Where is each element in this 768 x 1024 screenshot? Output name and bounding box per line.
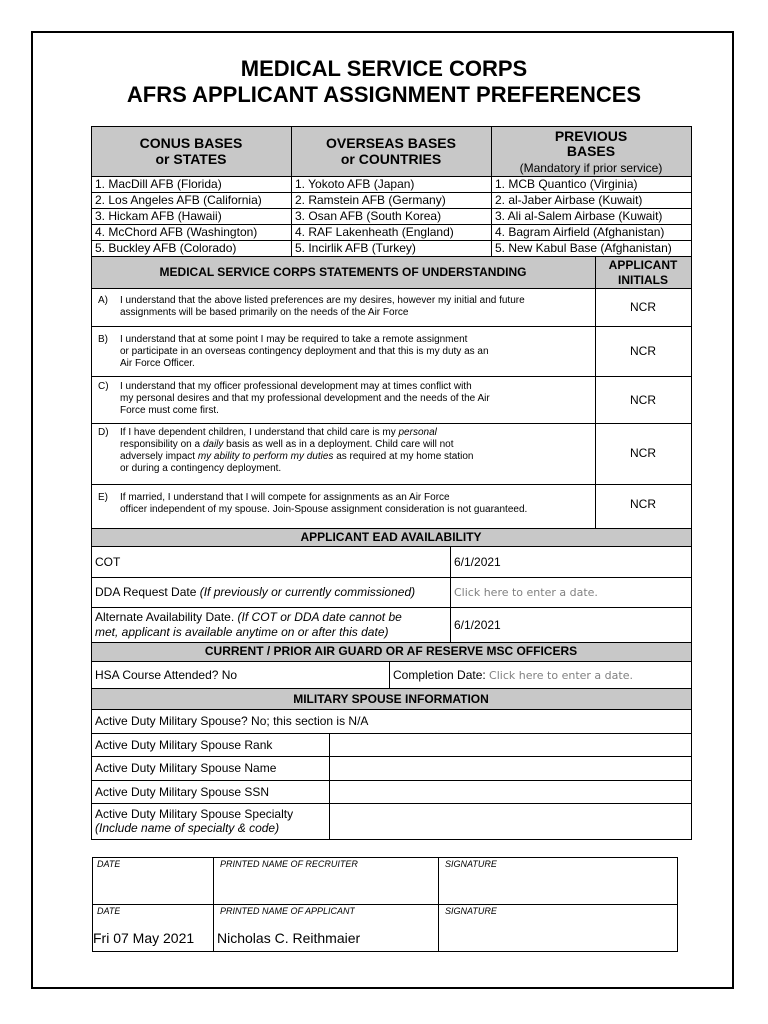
ead-header: APPLICANT EAD AVAILABILITY — [91, 529, 691, 546]
table-rule — [438, 857, 439, 952]
dda-date-field[interactable]: Click here to enter a date. — [454, 586, 598, 599]
table-rule — [91, 661, 692, 662]
statement-d-line-2-text-c: basis as well as in a deployment. Child care will not — [223, 439, 454, 450]
recruiter-date-label: DATE — [97, 859, 121, 869]
table-rule — [92, 857, 93, 952]
table-rule — [691, 126, 692, 840]
statement-b — [91, 327, 595, 376]
recruiter-signature-field[interactable] — [440, 871, 676, 903]
table-rule — [91, 642, 692, 643]
hsa-course-label: HSA Course Attended? No — [95, 668, 238, 682]
initials-header-line-2: INITIALS — [618, 273, 668, 287]
statement-d-line-3 — [120, 451, 474, 463]
statement-e-line-2: officer independent of my spouse. Join-Spouse assignment consideration is not guaranteed. — [120, 504, 528, 515]
table-rule — [91, 208, 692, 209]
statement-c — [91, 377, 595, 423]
spouse-ssn-field[interactable] — [329, 781, 691, 803]
statement-d-line-2-text-a: responsibility on a — [120, 439, 203, 450]
table-rule — [92, 951, 678, 952]
table-rule — [91, 176, 692, 177]
alt-availability-value[interactable]: 6/1/2021 — [454, 618, 501, 632]
overseas-base-3: 3. Osan AFB (South Korea) — [295, 209, 442, 223]
statement-d-line-2 — [120, 439, 454, 451]
applicant-date[interactable]: Fri 07 May 2021 — [93, 930, 195, 946]
previous-base-4: 4. Bagram Airfield (Afghanistan) — [495, 225, 665, 239]
statement-d-line-1 — [120, 427, 437, 439]
alt-label-italic-1: (If COT or DDA date cannot be — [237, 610, 402, 624]
table-rule — [91, 376, 692, 377]
table-rule — [92, 857, 678, 858]
overseas-base-2: 2. Ramstein AFB (Germany) — [295, 193, 446, 207]
statement-c-initials: NCR — [630, 393, 656, 407]
recruiter-date-field[interactable] — [93, 871, 212, 903]
spouse-header: MILITARY SPOUSE INFORMATION — [91, 689, 691, 709]
cot-value[interactable]: 6/1/2021 — [454, 555, 501, 569]
table-rule — [91, 803, 692, 804]
table-rule — [91, 780, 692, 781]
statement-d-line-4: or during a contingency deployment. — [120, 463, 282, 474]
spouse-status: Active Duty Military Spouse? No; this section is N/A — [95, 714, 369, 728]
table-rule — [91, 288, 692, 289]
spouse-ssn-label: Active Duty Military Spouse SSN — [95, 785, 270, 799]
table-rule — [91, 839, 692, 840]
statements-header: MEDICAL SERVICE CORPS STATEMENTS OF UNDERSTANDING — [91, 257, 595, 288]
overseas-base-4: 4. RAF Lakenheath (England) — [295, 225, 454, 239]
statement-b-line-1: I understand that at some point I may be required to take a remote assignment — [120, 334, 468, 345]
overseas-base-5: 5. Incirlik AFB (Turkey) — [295, 241, 416, 255]
spouse-specialty-field[interactable] — [329, 804, 691, 839]
completion-date — [389, 662, 691, 688]
dda-label — [91, 578, 450, 607]
recruiter-signature-label: SIGNATURE — [445, 859, 497, 869]
table-rule — [91, 256, 692, 257]
table-rule — [91, 224, 692, 225]
statement-e-letter: E) — [98, 492, 108, 503]
applicant-name[interactable]: Nicholas C. Reithmaier — [217, 930, 361, 946]
spouse-rank-field[interactable] — [329, 734, 691, 756]
statement-c-letter: C) — [98, 381, 109, 392]
statement-b-line-2: or participate in an overseas contingency deployment and that this is my duty as an — [120, 346, 489, 357]
conus-header-line-1: CONUS BASES — [139, 135, 243, 151]
previous-header-line-1: PREVIOUS — [554, 128, 628, 144]
spouse-specialty-label — [91, 804, 329, 839]
alt-label-text: Alternate Availability Date. — [95, 610, 238, 624]
table-rule — [91, 240, 692, 241]
table-rule — [595, 256, 596, 529]
guard-header: CURRENT / PRIOR AIR GUARD OR AF RESERVE MSC OFFICERS — [91, 643, 691, 661]
table-rule — [91, 192, 692, 193]
alt-availability-label — [91, 608, 450, 642]
statement-b-line-3: Air Force Officer. — [120, 358, 195, 369]
table-rule — [389, 661, 390, 689]
spouse-rank-label: Active Duty Military Spouse Rank — [95, 738, 273, 752]
previous-base-1: 1. MCB Quantico (Virginia) — [495, 177, 638, 191]
overseas-header-line-1: OVERSEAS BASES — [326, 135, 456, 151]
table-rule — [92, 904, 678, 905]
statement-a-letter: A) — [98, 295, 108, 306]
previous-header-line-2: BASES — [566, 143, 616, 159]
statement-a — [91, 289, 595, 326]
table-rule — [291, 126, 292, 257]
conus-base-1: 1. MacDill AFB (Florida) — [95, 177, 222, 191]
previous-base-2: 2. al-Jaber Airbase (Kuwait) — [495, 193, 643, 207]
table-rule — [91, 688, 692, 689]
table-rule — [450, 546, 451, 643]
table-rule — [91, 423, 692, 424]
completion-date-field[interactable]: Click here to enter a date. — [489, 669, 633, 682]
statement-c-line-1: I understand that my officer professional development may at times conflict with — [120, 381, 472, 392]
previous-base-5: 5. New Kabul Base (Afghanistan) — [495, 241, 672, 255]
table-rule — [91, 756, 692, 757]
conus-base-3: 3. Hickam AFB (Hawaii) — [95, 209, 222, 223]
statement-e-initials: NCR — [630, 497, 656, 511]
table-rule — [91, 484, 692, 485]
statement-e-line-1: If married, I understand that I will compete for assignments as an Air Force — [120, 492, 450, 503]
recruiter-name-label: PRINTED NAME OF RECRUITER — [220, 859, 358, 869]
spouse-name-field[interactable] — [329, 757, 691, 780]
previous-header — [491, 127, 691, 176]
table-rule — [329, 733, 330, 840]
table-rule — [91, 126, 92, 840]
title-line-1: MEDICAL SERVICE CORPS — [240, 56, 528, 81]
table-rule — [491, 126, 492, 257]
conus-base-5: 5. Buckley AFB (Colorado) — [95, 241, 237, 255]
statement-d-line-1-italic: personal — [398, 427, 437, 438]
statement-d — [91, 424, 595, 484]
statement-d-line-3-text-a: adversely impact — [120, 451, 198, 462]
statement-b-letter: B) — [98, 334, 108, 345]
overseas-header-line-2: or COUNTRIES — [340, 151, 442, 167]
applicant-signature-label: SIGNATURE — [445, 906, 497, 916]
statement-d-line-3-italic: my ability to perform my duties — [197, 451, 334, 462]
table-rule — [91, 126, 692, 127]
recruiter-name-field[interactable] — [214, 871, 438, 903]
statement-a-line-2: assignments will be based primarily on the needs of the Air Force — [120, 307, 409, 318]
applicant-date-label: DATE — [97, 906, 121, 916]
table-rule — [91, 709, 692, 710]
overseas-base-1: 1. Yokoto AFB (Japan) — [295, 177, 415, 191]
spouse-specialty-label-1: Active Duty Military Spouse Specialty — [95, 807, 294, 821]
statement-a-initials: NCR — [630, 300, 656, 314]
conus-header-line-2: or STATES — [155, 151, 227, 167]
table-rule — [677, 857, 678, 952]
statement-a-line-1: I understand that the above listed preferences are my desires, however my initial and future — [120, 295, 525, 306]
table-rule — [91, 546, 692, 547]
applicant-name-label: PRINTED NAME OF APPLICANT — [220, 906, 356, 916]
overseas-header — [291, 127, 491, 176]
spouse-name-label: Active Duty Military Spouse Name — [95, 761, 277, 775]
applicant-signature-field[interactable] — [440, 918, 676, 950]
table-rule — [91, 528, 692, 529]
title-line-2: AFRS APPLICANT ASSIGNMENT PREFERENCES — [126, 82, 642, 107]
completion-date-label: Completion Date: — [393, 668, 490, 682]
statement-d-initials: NCR — [630, 446, 656, 460]
statement-d-line-2-italic: daily — [202, 439, 224, 450]
conus-header — [91, 127, 291, 176]
statement-d-line-3-text-c: as required at my home station — [333, 451, 474, 462]
table-rule — [91, 326, 692, 327]
initials-header-line-1: APPLICANT — [608, 258, 678, 272]
statement-d-line-1-text: If I have dependent children, I understand that child care is my — [120, 427, 399, 438]
table-rule — [213, 857, 214, 952]
statement-c-line-2: my personal desires and that my professional development and the needs of the Air — [120, 393, 490, 404]
initials-header — [595, 257, 691, 288]
previous-base-3: 3. Ali al-Salem Airbase (Kuwait) — [495, 209, 663, 223]
alt-label-italic-2: met, applicant is available anytime on or after this date) — [95, 625, 389, 639]
table-rule — [91, 577, 692, 578]
dda-label-italic: (If previously or currently commissioned) — [199, 585, 416, 599]
spouse-specialty-label-2: (Include name of specialty & code) — [95, 821, 280, 835]
cot-label: COT — [95, 555, 121, 569]
table-rule — [91, 733, 692, 734]
statement-b-initials: NCR — [630, 344, 656, 358]
table-rule — [91, 607, 692, 608]
conus-base-4: 4. McChord AFB (Washington) — [95, 225, 258, 239]
statement-d-letter: D) — [98, 427, 109, 438]
conus-base-2: 2. Los Angeles AFB (California) — [95, 193, 262, 207]
statement-e — [91, 485, 595, 528]
dda-label-text: DDA Request Date — [95, 585, 200, 599]
previous-header-note: (Mandatory if prior service) — [519, 161, 663, 175]
statement-c-line-3: Force must come first. — [120, 405, 219, 416]
